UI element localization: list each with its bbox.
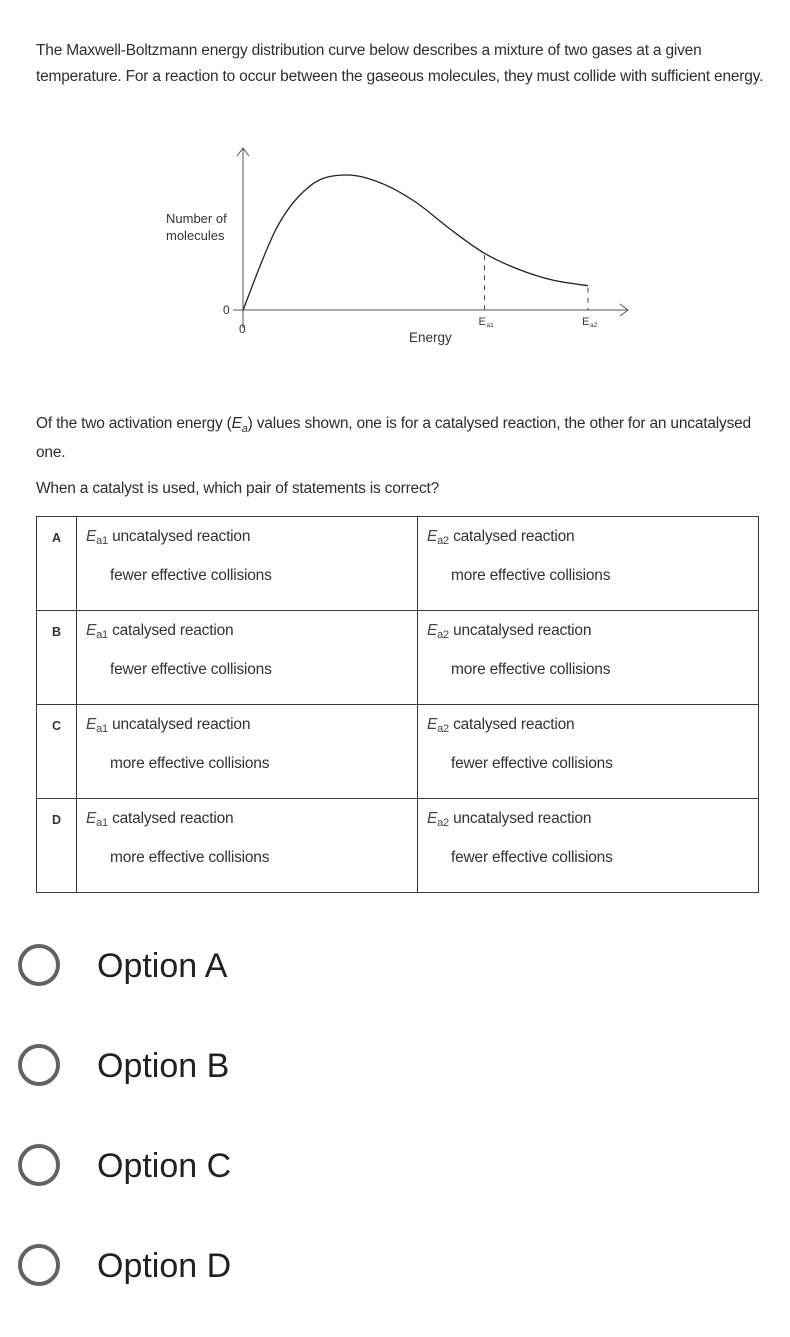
option-d-label: Option D bbox=[97, 1247, 232, 1285]
option-c-label: Option C bbox=[97, 1147, 232, 1185]
ea-symbol bbox=[427, 528, 449, 545]
row-letter: C bbox=[37, 705, 77, 799]
reaction-type: uncatalysed reaction bbox=[107, 716, 251, 733]
activation-energy-statement bbox=[427, 716, 574, 735]
table-cell-right bbox=[418, 517, 759, 611]
ea-letter: E bbox=[86, 622, 97, 639]
ea-letter: E bbox=[86, 716, 97, 733]
table-cell-left bbox=[77, 517, 418, 611]
reaction-type: uncatalysed reaction bbox=[448, 810, 592, 827]
y-origin-label: 0 bbox=[223, 303, 230, 317]
ea-letter: E bbox=[427, 716, 438, 733]
ea-marker-label-2: E bbox=[582, 316, 590, 328]
collision-effect: fewer effective collisions bbox=[451, 849, 613, 866]
table-row bbox=[37, 799, 759, 893]
answer-table bbox=[36, 516, 759, 893]
collision-effect: more effective collisions bbox=[451, 661, 611, 678]
reaction-type: catalysed reaction bbox=[448, 528, 575, 545]
collision-effect: fewer effective collisions bbox=[110, 567, 272, 584]
y-axis-label-line2: molecules bbox=[166, 228, 225, 243]
collision-effect: fewer effective collisions bbox=[110, 661, 272, 678]
ea-letter: E bbox=[427, 810, 438, 827]
reaction-type: uncatalysed reaction bbox=[107, 528, 251, 545]
ea-marker-sub-2: a2 bbox=[590, 322, 598, 329]
ea-subscript: a2 bbox=[437, 817, 449, 829]
ea-subscript: a1 bbox=[96, 535, 108, 547]
collision-effect: fewer effective collisions bbox=[451, 755, 613, 772]
reaction-type: uncatalysed reaction bbox=[448, 622, 592, 639]
ea-letter: E bbox=[427, 622, 438, 639]
ea-subscript: a2 bbox=[437, 629, 449, 641]
intro-text: The Maxwell-Boltzmann energy distribution curve below describes a mixture of two gases at a given temperature. For a reaction to occur between the gaseous molecules, they must collide with sufficient energy. bbox=[36, 42, 764, 85]
ea-symbol bbox=[427, 810, 449, 827]
x-axis-label: Energy bbox=[409, 330, 452, 345]
ea-symbol bbox=[86, 810, 108, 827]
radio-b-icon[interactable] bbox=[18, 1044, 60, 1086]
ea-symbol bbox=[231, 415, 248, 436]
option-a[interactable] bbox=[0, 918, 790, 1018]
ea-letter: E bbox=[427, 528, 438, 545]
option-b-label: Option B bbox=[97, 1047, 230, 1085]
activation-energy-statement bbox=[86, 622, 233, 641]
table-cell-right bbox=[418, 611, 759, 705]
table-cell-left bbox=[77, 705, 418, 799]
reaction-type: catalysed reaction bbox=[107, 622, 234, 639]
option-c[interactable] bbox=[0, 1118, 790, 1218]
ea-letter: E bbox=[86, 810, 97, 827]
para2-text-before: Of the two activation energy ( bbox=[36, 415, 232, 432]
x-origin-label: 0 bbox=[239, 322, 246, 336]
activation-energy-statement bbox=[86, 528, 250, 547]
activation-energy-statement bbox=[427, 622, 591, 641]
collision-effect: more effective collisions bbox=[451, 567, 611, 584]
reaction-type: catalysed reaction bbox=[107, 810, 234, 827]
ea-marker-label-1: E bbox=[478, 316, 486, 328]
activation-energy-statement bbox=[86, 810, 233, 829]
ea-symbol bbox=[427, 716, 449, 733]
ea-symbol bbox=[86, 622, 108, 639]
para2-text-after: ) values shown, one is for a catalysed reaction, the other for an uncatalysed one. bbox=[36, 415, 751, 462]
maxwell-boltzmann-chart bbox=[0, 0, 790, 400]
ea-symbol-letter: E bbox=[231, 415, 242, 432]
radio-d-icon[interactable] bbox=[18, 1244, 60, 1286]
ea-symbol-sub: a bbox=[241, 423, 248, 436]
ea-subscript: a2 bbox=[437, 723, 449, 735]
ea-marker-sub-1: a1 bbox=[486, 322, 494, 329]
collision-effect: more effective collisions bbox=[110, 755, 270, 772]
row-letter: B bbox=[37, 611, 77, 705]
table-row bbox=[37, 705, 759, 799]
row-letter: D bbox=[37, 799, 77, 893]
collision-effect: more effective collisions bbox=[110, 849, 270, 866]
ea-subscript: a1 bbox=[96, 629, 108, 641]
option-b[interactable] bbox=[0, 1018, 790, 1118]
ea-subscript: a2 bbox=[437, 535, 449, 547]
question-prompt: When a catalyst is used, which pair of statements is correct? bbox=[36, 480, 440, 497]
ea-symbol bbox=[86, 716, 108, 733]
table-cell-left bbox=[77, 611, 418, 705]
activation-energy-statement bbox=[427, 810, 591, 829]
row-letter: A bbox=[37, 517, 77, 611]
table-row bbox=[37, 611, 759, 705]
option-d[interactable] bbox=[0, 1218, 790, 1318]
activation-energy-paragraph bbox=[36, 412, 766, 465]
table-cell-right bbox=[418, 705, 759, 799]
table-row bbox=[37, 517, 759, 611]
radio-a-icon[interactable] bbox=[18, 944, 60, 986]
ea-symbol bbox=[427, 622, 449, 639]
option-a-label: Option A bbox=[97, 947, 228, 985]
reaction-type: catalysed reaction bbox=[448, 716, 575, 733]
table-cell-right bbox=[418, 799, 759, 893]
ea-subscript: a1 bbox=[96, 817, 108, 829]
y-axis-label-line1: Number of bbox=[166, 211, 227, 226]
activation-energy-statement bbox=[86, 716, 250, 735]
distribution-curve bbox=[243, 175, 588, 310]
table-cell-left bbox=[77, 799, 418, 893]
ea-symbol bbox=[86, 528, 108, 545]
activation-energy-statement bbox=[427, 528, 574, 547]
radio-c-icon[interactable] bbox=[18, 1144, 60, 1186]
ea-subscript: a1 bbox=[96, 723, 108, 735]
ea-letter: E bbox=[86, 528, 97, 545]
